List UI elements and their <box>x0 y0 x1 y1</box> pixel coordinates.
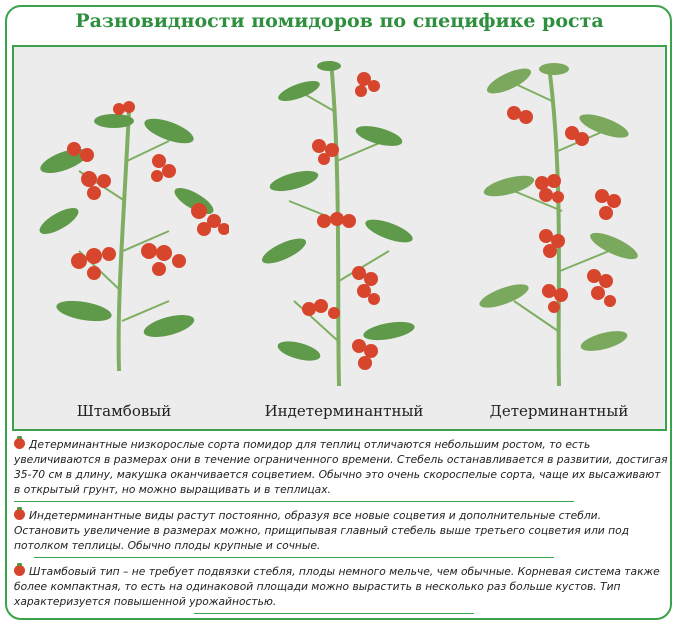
tomato-bullet-icon <box>14 565 25 576</box>
tomato-bullet-icon <box>14 438 25 449</box>
paragraph-text: Детерминантные низкорослые сорта помидор для теплиц отличаются небольшим ростом, то есть увеличиваются в размерах они в течение ограниченного времени. Стебель останавливается в развитии, достигая 35-70 см в длину, макушка оканчивается соцветием. Обычно это очень скороспелые сорта, чаще их высаживают в открытый грунт, но можно выращивать и в теплицах. <box>14 438 668 496</box>
paragraph-determinate <box>14 437 669 497</box>
standard-tomato-plant-image <box>19 51 229 391</box>
paragraph-text: Штамбовый тип – не требует подвязки стебля, плоды немного мельче, чем обычные. Корневая система также более компактная, то есть на одинаковой площади можно вырастить в несколько раз больше кустов. Тип характеризуется повышенной урожайностью. <box>14 565 660 608</box>
caption-determinate: Детерминантный <box>489 402 629 420</box>
determinate-tomato-plant-image <box>454 51 664 391</box>
caption-indeterminate: Индетерминантный <box>264 402 424 420</box>
illustration-panel <box>12 45 667 431</box>
divider <box>34 557 554 558</box>
paragraph-text: Индетерминантные виды растут постоянно, образуя все новые соцветия и дополнительные стебли. Остановить увеличение в размерах можно, прищипывая главный стебель выше третьего соцветия или под потолком теплицы. Обычно плоды крупные и сочные. <box>14 509 630 552</box>
indeterminate-tomato-plant-image <box>239 51 449 391</box>
divider <box>194 613 474 614</box>
caption-standard: Штамбовый <box>76 402 172 420</box>
paragraph-standard <box>14 564 669 609</box>
divider <box>14 501 574 502</box>
description-text <box>14 437 669 620</box>
paragraph-indeterminate <box>14 508 669 553</box>
page-title: Разновидности помидоров по специфике роста <box>75 10 604 32</box>
tomato-bullet-icon <box>14 509 25 520</box>
